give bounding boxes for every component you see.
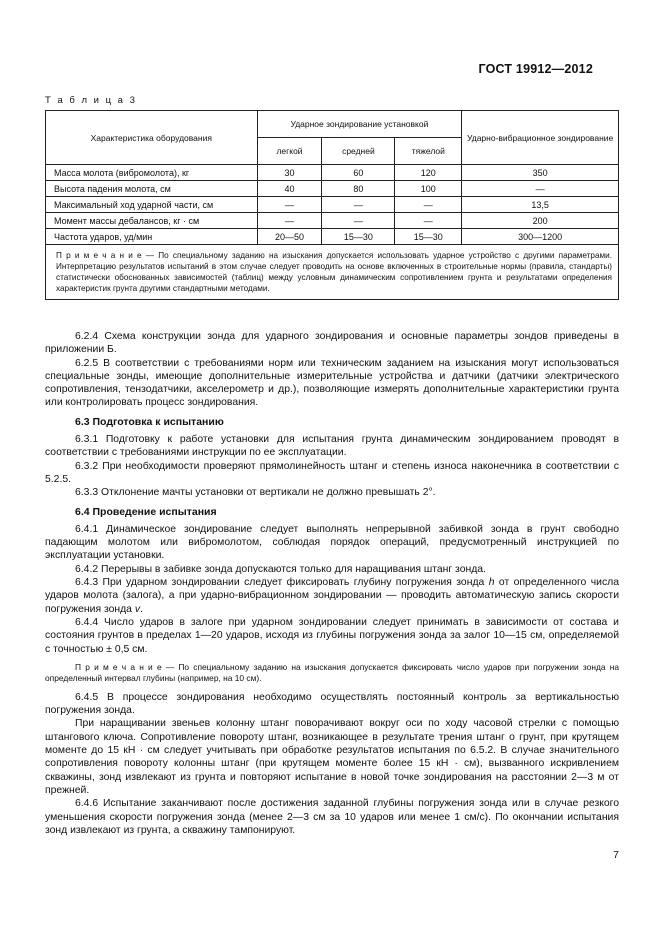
paragraph-6-4-5-continued: При наращивании звеньев колонну штанг поворачивают вокруг оси по ходу часовой стрелки с помощью штангового ключа. Сопротивление повороту штанг, возникающее в результате трения штанг о грунт, при крутящем моменте до 15 кН · см следует учитывать при обработке результатов испытания по 6.5.2. В случае значительного сопротивления повороту колонны штанг (при крутящем моменте более 15 кН · см), вызванного искривлением скважины, зонд извлекают из грунта и повторяют испытание в новой точке зондирования на расстоянии 2—3 м от прежней. xyxy=(45,718,619,796)
cell-medium: — xyxy=(322,197,395,213)
section-heading-6-3: 6.3 Подготовка к испытанию xyxy=(75,415,224,428)
cell-light: 20—50 xyxy=(257,229,322,245)
table-note xyxy=(46,245,619,300)
cell-heavy: — xyxy=(395,197,462,213)
table-row xyxy=(46,165,619,181)
cell-vibro: 350 xyxy=(462,165,619,181)
symbol-v: v xyxy=(134,603,141,615)
paragraph-6-2-4: 6.2.4 Схема конструкции зонда для ударного зондирования и основные параметры зондов приведены в приложении Б. xyxy=(45,331,619,356)
row-label: Высота падения молота, см xyxy=(46,181,258,197)
standard-header: ГОСТ 19912—2012 xyxy=(478,62,593,76)
paragraph-6-4-3 xyxy=(45,576,619,616)
paragraph-6-3-3: 6.3.3 Отклонение мачты установки от вертикали не должно превышать 2°. xyxy=(75,487,436,499)
paragraph-6-4-1: 6.4.1 Динамическое зондирование следует выполнять непрерывной забивкой зонда в грунт свободно падающим молотом или вибромолотом, соблюдая порядок операций, предусмотренный инструкцией по эксплуатации установки. xyxy=(45,523,619,562)
note-6-4-4 xyxy=(45,662,619,685)
cell-vibro: 300—1200 xyxy=(462,229,619,245)
symbol-h: h xyxy=(488,577,495,589)
header-heavy: тяжелой xyxy=(395,138,462,165)
paragraph-6-2-5: 6.2.5 В соответствии с требованиями норм или техническим заданием на изыскания могут использоваться специальные зонды, имеющие дополнительные измерительные устройства и датчики (датчики электрического сопротивления, тензодатчики, акселерометр и др.), позволяющие измерять дополнительные характеристики грунта или контролировать процесс зондирования. xyxy=(45,357,619,409)
cell-vibro: 200 xyxy=(462,213,619,229)
table-note-label: П р и м е ч а н и е xyxy=(56,251,142,260)
table-note-row xyxy=(46,245,619,300)
paragraph-6-4-6: 6.4.6 Испытание заканчивают после достижения заданной глубины погружения зонда или в случае резкого уменьшения скорости погружения зонда (менее 2—3 см за 10 ударов или менее 1 см/с). По окончании испытания зонд извлекают из грунта, а скважину тампонируют. xyxy=(45,798,619,836)
paragraph-6-3-2: 6.3.2 При необходимости проверяют прямолинейность штанг и степень износа наконечника в соответствии с 5.2.5. xyxy=(45,460,619,485)
header-medium: средней xyxy=(322,138,395,165)
table-note-text: — По специальному заданию на изыскания допускается использовать ударное устройство с другими параметрами. Интерпретацию результатов испытаний в этом случае следует проводить на основе включенных в строительные нормы (правила, стандарты) статистически обоснованных зависимостей (таблиц) между условным динамическим сопротивлением грунта и результатами определения характеристик грунта другими стандартными методами. xyxy=(56,251,612,293)
body-text xyxy=(45,330,619,837)
cell-medium: — xyxy=(322,213,395,229)
table-row xyxy=(46,181,619,197)
row-label: Масса молота (вибромолота), кг xyxy=(46,165,258,181)
cell-light: 40 xyxy=(257,181,322,197)
cell-vibro: 13,5 xyxy=(462,197,619,213)
cell-medium: 80 xyxy=(322,181,395,197)
table-row xyxy=(46,229,619,245)
cell-heavy: 120 xyxy=(395,165,462,181)
cell-light: — xyxy=(257,197,322,213)
row-label: Момент массы дебалансов, кг · см xyxy=(46,213,258,229)
table-caption: Т а б л и ц а 3 xyxy=(45,95,137,106)
table-row xyxy=(46,197,619,213)
header-impact-group: Ударное зондирование установкой xyxy=(257,111,462,138)
paragraph-6-4-3-part-a: 6.4.3 При ударном зондировании следует фиксировать глубину погружения зонда xyxy=(75,577,489,589)
cell-vibro: — xyxy=(462,181,619,197)
note-text: — По специальному заданию на изыскания допускается фиксировать число ударов при погружении зонда на определенный интервал глубины (например, на 10 см). xyxy=(45,661,619,684)
cell-heavy: — xyxy=(395,213,462,229)
cell-heavy: 100 xyxy=(395,181,462,197)
cell-heavy: 15—30 xyxy=(395,229,462,245)
header-vibro: Ударно-вибрационное зондирование xyxy=(462,111,619,165)
cell-light: — xyxy=(257,213,322,229)
note-label: П р и м е ч а н и е xyxy=(75,661,162,672)
paragraph-6-3-1: 6.3.1 Подготовку к работе установки для испытания грунта динамическим зондированием проводят в соответствии с требованиями инструкции по ее эксплуатации. xyxy=(45,434,619,459)
table-row xyxy=(46,213,619,229)
paragraph-6-4-5: 6.4.5 В процессе зондирования необходимо осуществлять постоянный контроль за вертикальностью погружения зонда. xyxy=(45,691,619,717)
section-heading-6-4: 6.4 Проведение испытания xyxy=(75,505,217,518)
row-label: Максимальный ход ударной части, см xyxy=(46,197,258,213)
header-light: легкой xyxy=(257,138,322,165)
paragraph-6-4-3-part-c: . xyxy=(140,603,143,615)
equipment-table xyxy=(45,110,619,300)
paragraph-6-4-2: 6.4.2 Перерывы в забивке зонда допускаются только для наращивания штанг зонда. xyxy=(75,563,486,575)
cell-light: 30 xyxy=(257,165,322,181)
cell-medium: 15—30 xyxy=(322,229,395,245)
page-number: 7 xyxy=(613,849,619,861)
cell-medium: 60 xyxy=(322,165,395,181)
row-label: Частота ударов, уд/мин xyxy=(46,229,258,245)
paragraph-6-4-3-part-b: от определенного числа ударов молота (залога), а при ударно-вибрационном зондировании — проводить автоматическую запись скорости погружения зонда xyxy=(45,577,619,615)
paragraph-6-4-4: 6.4.4 Число ударов в залоге при ударном зондировании следует принимать в зависимости от состава и состояния грунтов в пределах 1—20 ударов, исходя из глубины погружения зонда за залог 10—15 см, определяемой с точностью ± 0,5 см. xyxy=(45,616,619,655)
header-characteristic: Характеристика оборудования xyxy=(46,111,258,165)
